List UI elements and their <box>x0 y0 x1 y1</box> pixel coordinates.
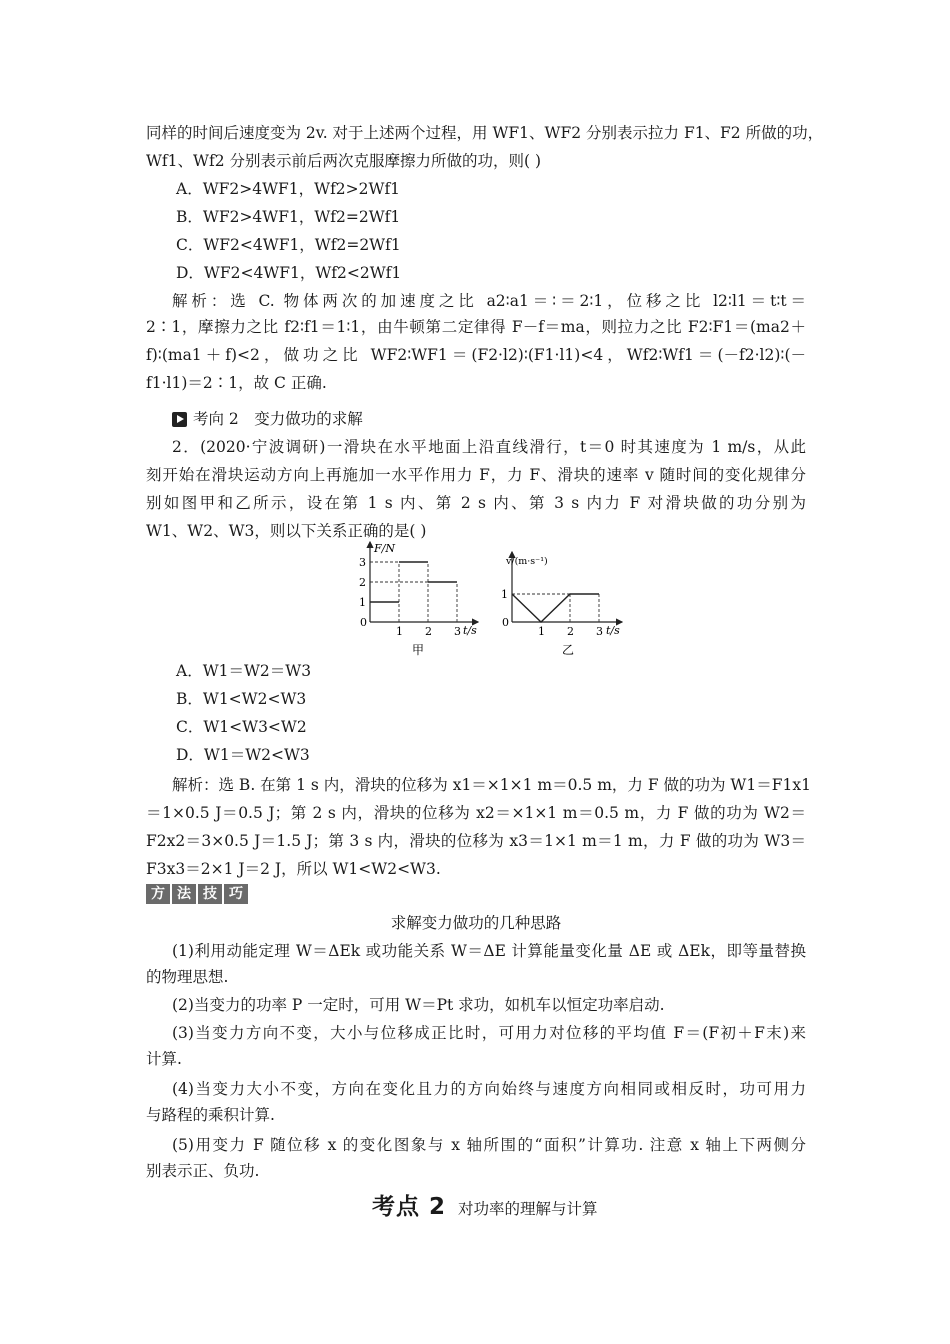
q1-option-b: B．WF2>4WF1，Wf2=2Wf1 <box>176 208 401 226</box>
q2-analysis-line-3: F2x2＝3×0.5 J＝1.5 J；第 3 s 内，滑块的位移为 x3＝1×1 m＝1 m，力 F 做的功为 W3＝ <box>146 832 806 850</box>
chart-a-y-tick: 3 <box>359 556 366 569</box>
q1-option-c: C．WF2<4WF1，Wf2=2Wf1 <box>176 236 401 254</box>
tip-line-3: (2)当变力的功率 P 一定时，可用 W＝Pt 求功，如机车以恒定功率启动. <box>172 996 665 1014</box>
tip-line-6: (4)当变力大小不变，方向在变化且力的方向始终与速度方向相同或相反时，功可用力 <box>172 1080 806 1098</box>
chart-b-ylabel: v/(m·s⁻¹) <box>506 556 548 567</box>
tip-line-4: (3)当变力方向不变，大小与位移成正比时，可用力对位移的平均值 F＝(F初＋F末)来 <box>172 1024 806 1042</box>
method-tips-badge <box>146 884 248 904</box>
chart-a-ylabel: F/N <box>374 542 395 555</box>
play-icon <box>172 412 187 427</box>
chart-b-x-tick: 1 <box>538 625 545 638</box>
q2-analysis-line-2: ＝1×0.5 J＝0.5 J；第 2 s 内，滑块的位移为 x2＝×1×1 m＝0.5 m，力 F 做的功为 W2＝ <box>146 804 806 822</box>
chart-a-x-tick: 3 <box>454 625 461 638</box>
badge-char: 巧 <box>224 884 248 904</box>
q1-analysis-line-3: f)∶(ma1＋f)<2，做功之比 WF2∶WF1＝(F2·l2)∶(F1·l1)<4，Wf2∶Wf1＝(－f2·l2)∶(－ <box>146 346 806 364</box>
q2-analysis-line-1: 解析：选 B. 在第 1 s 内，滑块的位移为 x1＝×1×1 m＝0.5 m，力 F 做的功为 W1＝F1x1 <box>172 776 811 794</box>
kaodian-title: 对功率的理解与计算 <box>458 1200 598 1218</box>
chart-a-title: 甲 <box>412 643 425 657</box>
q2-analysis-line-4: F3x3＝2×1 J＝2 J，所以 W1<W2<W3. <box>146 860 441 878</box>
chart-b-y-tick: 1 <box>501 588 508 601</box>
badge-char: 方 <box>146 884 170 904</box>
tip-line-5: 计算. <box>146 1050 182 1068</box>
tip-line-9: 别表示正、负功. <box>146 1162 260 1180</box>
chart-a-xlabel: t/s <box>463 624 477 637</box>
tip-line-1: (1)利用动能定理 W＝ΔEk 或功能关系 W＝ΔE 计算能量变化量 ΔE 或 ΔEk，即等量替换 <box>172 942 806 960</box>
q2-line-4: W1、W2、W3，则以下关系正确的是( ) <box>146 522 427 540</box>
q2-option-b: B．W1<W2<W3 <box>176 690 307 708</box>
q2-line-2: 刻开始在滑块运动方向上再施加一水平作用力 F，力 F、滑块的速率 v 随时间的变化规律分 <box>146 466 806 484</box>
kaodian-number: 考点 2 <box>372 1194 447 1220</box>
q1-line-2: Wf1、Wf2 分别表示前后两次克服摩擦力所做的功，则( ) <box>146 152 542 170</box>
q1-analysis-line-1: 解析：选 C. 物体两次的加速度之比 a2∶a1＝∶＝2∶1，位移之比 l2∶l1＝t∶t＝ <box>172 292 806 310</box>
chart-a-origin: 0 <box>360 616 367 629</box>
q1-option-a: A．WF2>4WF1，Wf2>2Wf1 <box>176 180 401 198</box>
q2-line-1: 2．(2020·宁波调研)一滑块在水平地面上沿直线滑行，t＝0 时其速度为 1 m/s，从此 <box>172 438 806 456</box>
tip-line-8: (5)用变力 F 随位移 x 的变化图象与 x 轴所围的“面积”计算功. 注意 x 轴上下两侧分 <box>172 1136 806 1154</box>
chart-a-y-tick: 2 <box>359 576 366 589</box>
chart-a-y-tick: 1 <box>359 596 366 609</box>
chart-b-series-line <box>512 594 599 622</box>
chart-velocity-time <box>478 538 648 658</box>
chart-b-x-tick: 2 <box>567 625 574 638</box>
tip-line-7: 与路程的乘积计算. <box>146 1106 275 1124</box>
chart-force-time <box>340 538 500 658</box>
kaodian-heading <box>372 1188 598 1221</box>
chart-b-xlabel: t/s <box>606 624 620 637</box>
section-heading-2 <box>172 408 363 430</box>
badge-char: 技 <box>198 884 222 904</box>
section-heading-2-text: 考向 2 变力做功的求解 <box>193 410 363 428</box>
q2-line-3: 别如图甲和乙所示，设在第 1 s 内、第 2 s 内、第 3 s 内力 F 对滑块做的功分别为 <box>146 494 806 512</box>
chart-b-title: 乙 <box>562 643 575 657</box>
q2-option-d: D．W1＝W2<W3 <box>176 746 310 764</box>
chart-a-x-tick: 2 <box>425 625 432 638</box>
chart-b-x-tick: 3 <box>596 625 603 638</box>
q1-analysis-line-4: f1·l1)＝2∶1，故 C 正确. <box>146 374 327 392</box>
q1-line-1: 同样的时间后速度变为 2v. 对于上述两个过程，用 WF1、WF2 分别表示拉力 F1、F2 所做的功， <box>146 124 824 142</box>
q2-option-a: A．W1＝W2＝W3 <box>176 662 312 680</box>
q1-analysis-line-2: 2∶1，摩擦力之比 f2∶f1＝1∶1，由牛顿第二定律得 F－f＝ma，则拉力之比 F2∶F1＝(ma2＋ <box>146 318 806 336</box>
chart-b-origin: 0 <box>502 616 509 629</box>
tip-line-2: 的物理思想. <box>146 968 229 986</box>
q2-option-c: C．W1<W3<W2 <box>176 718 307 736</box>
badge-char: 法 <box>172 884 196 904</box>
chart-a-x-tick: 1 <box>396 625 403 638</box>
q1-option-d: D．WF2<4WF1，Wf2<2Wf1 <box>176 264 402 282</box>
tips-title: 求解变力做功的几种思路 <box>390 914 562 932</box>
